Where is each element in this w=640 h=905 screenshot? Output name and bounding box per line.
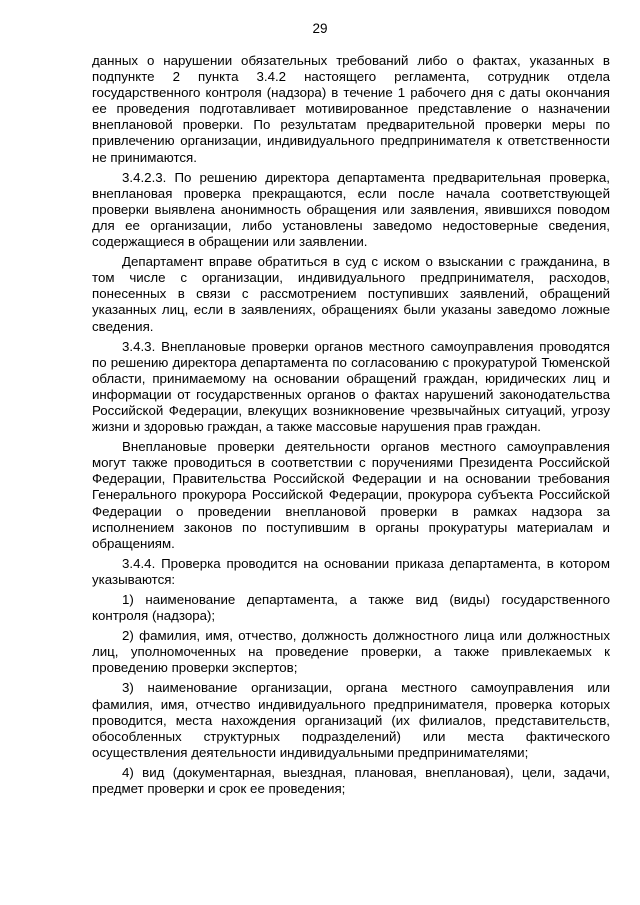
list-item-1: 1) наименование департамента, а также вид (виды) государственного контроля (надзора); [92,592,610,624]
paragraph-court-claim: Департамент вправе обратиться в суд с иском о взыскании с гражданина, в том числе с организации, индивидуального предпринимателя, расходов, понесенных в связи с рассмотрением поступивших заявлений, обращений указанных лиц, если в заявлениях, обращениях были указаны заведомо ложные сведения. [92,254,610,334]
list-item-3: 3) наименование организации, органа местного самоуправления или фамилия, имя, отчество индивидуального предпринимателя, проверка которых проводится, места нахождения организаций (их филиалов, представительств, обособленных структурных подразделений) или места фактического осуществления деятельности индивидуальными предпринимателями; [92,680,610,760]
paragraph-3-4-2-3: 3.4.2.3. По решению директора департамента предварительная проверка, внеплановая проверка прекращаются, если после начала соответствующей проверки выявлена анонимность обращения или заявления, явившихся поводом для ее организации, либо установлены заведомо недостоверные сведения, содержащиеся в обращении или заявлении. [92,169,610,250]
paragraph-unscheduled-inspections: Внеплановые проверки деятельности органов местного самоуправления могут также проводиться в соответствии с поручениями Президента Российской Федерации, Правительства Российской Федерации и на основании требования Генерального прокурора Российской Федерации, прокурора субъекта Российской Федерации о проведении внеплановой проверки в рамках надзора за исполнением законов по поступившим в органы прокуратуры материалам и обращениям. [92,439,610,551]
paragraph-continuation: данных о нарушении обязательных требований либо о фактах, указанных в подпункте 2 пункта 3.4.2 настоящего регламента, сотрудник отдела государственного контроля (надзора) в течение 1 рабочего дня с даты окончания ее проведения подготавливает мотивированное представление о назначении внеплановой проверки. По результатам предварительной проверки меры по привлечению организации, индивидуального предпринимателя к ответственности не принимаются. [92,53,610,165]
page-number: 29 [312,21,328,36]
document-body [92,53,610,801]
paragraph-3-4-3: 3.4.3. Внеплановые проверки органов местного самоуправления проводятся по решению директора департамента по согласованию с прокуратурой Тюменской области, принимаемому на основании обращений граждан, юридических лиц и информации от государственных органов о фактах нарушений законодательства Российской Федерации, влекущих возникновение чрезвычайных ситуаций, угрозу жизни и здоровью граждан, а также массовые нарушения прав граждан. [92,338,610,435]
list-item-2: 2) фамилия, имя, отчество, должность должностного лица или должностных лиц, уполномоченных на проведение проверки, а также привлекаемых к проведению проверки экспертов; [92,628,610,676]
paragraph-3-4-4: 3.4.4. Проверка проводится на основании приказа департамента, в котором указываются: [92,555,610,587]
list-item-4: 4) вид (документарная, выездная, плановая, внеплановая), цели, задачи, предмет проверки и срок ее проведения; [92,764,610,797]
